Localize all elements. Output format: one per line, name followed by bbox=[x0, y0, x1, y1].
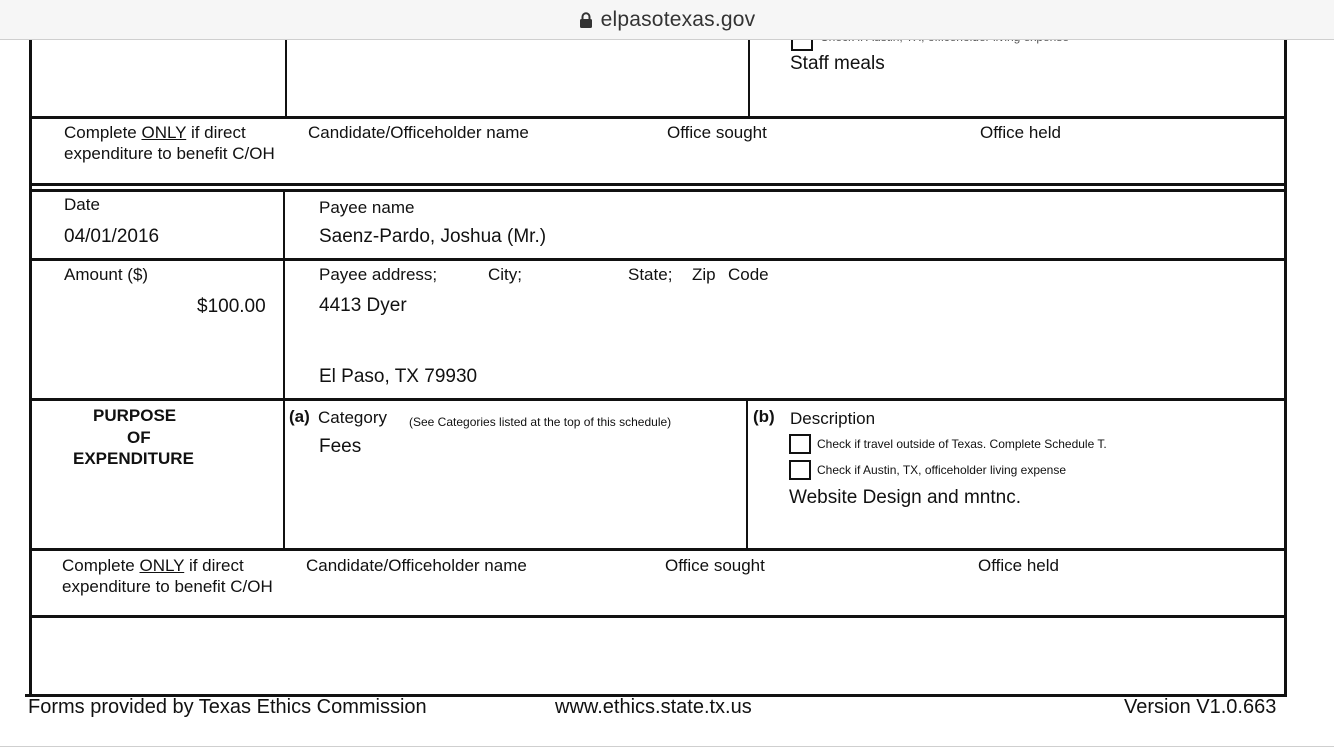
divider bbox=[29, 189, 1287, 192]
divider bbox=[285, 38, 287, 118]
travel-outside-texas-checkbox[interactable] bbox=[789, 434, 811, 454]
footer-website[interactable]: www.ethics.state.tx.us bbox=[555, 696, 752, 718]
divider bbox=[29, 615, 1287, 618]
complete-only-note-line2: expenditure to benefit C/OH bbox=[62, 577, 273, 596]
description-value: Website Design and mntnc. bbox=[789, 487, 1021, 508]
payee-name-value: Saenz-Pardo, Joshua (Mr.) bbox=[319, 226, 547, 247]
footer-version: Version V1.0.663 bbox=[1124, 696, 1277, 718]
category-hint: (See Categories listed at the top of this schedule) bbox=[409, 415, 672, 429]
divider bbox=[283, 189, 285, 549]
purpose-label-line3: EXPENDITURE bbox=[73, 449, 194, 468]
divider bbox=[746, 398, 748, 549]
form-border-left bbox=[29, 38, 32, 696]
payee-name-label: Payee name bbox=[319, 198, 415, 217]
divider bbox=[748, 38, 750, 118]
office-held-label: Office held bbox=[980, 123, 1061, 142]
url-display[interactable] bbox=[579, 8, 756, 32]
description-value-top: Staff meals bbox=[790, 53, 885, 74]
bottom-divider bbox=[0, 746, 1334, 747]
divider bbox=[29, 183, 1287, 186]
category-value: Fees bbox=[319, 436, 362, 457]
austin-expense-checkbox[interactable] bbox=[789, 460, 811, 480]
footer-provided-by: Forms provided by Texas Ethics Commission bbox=[28, 696, 427, 718]
complete-only-note-line2: expenditure to benefit C/OH bbox=[64, 144, 275, 163]
divider bbox=[29, 398, 1287, 401]
url-text: elpasotexas.gov bbox=[600, 7, 756, 31]
form-border-right bbox=[1284, 38, 1287, 696]
purpose-label-line2: OF bbox=[127, 428, 151, 447]
zip-label: Zip bbox=[692, 265, 716, 284]
office-sought-label: Office sought bbox=[665, 556, 765, 575]
lock-icon bbox=[579, 12, 593, 28]
austin-expense-label: Check if Austin, TX, officeholder living expense bbox=[817, 463, 1067, 477]
description-marker: (b) bbox=[753, 407, 775, 426]
office-held-label: Office held bbox=[978, 556, 1059, 575]
description-label: Description bbox=[790, 409, 876, 428]
complete-only-note: Complete ONLY if direct bbox=[64, 123, 246, 142]
complete-only-note: Complete ONLY if direct bbox=[62, 556, 244, 575]
divider bbox=[29, 116, 1287, 119]
address-line1: 4413 Dyer bbox=[319, 295, 407, 316]
divider bbox=[29, 548, 1287, 551]
code-label: Code bbox=[728, 265, 769, 284]
browser-address-bar[interactable] bbox=[0, 0, 1334, 40]
payee-address-label: Payee address; bbox=[319, 265, 438, 284]
date-label: Date bbox=[64, 195, 100, 214]
date-value: 04/01/2016 bbox=[64, 226, 160, 247]
travel-outside-texas-label: Check if travel outside of Texas. Complete Schedule T. bbox=[817, 437, 1107, 451]
state-label: State; bbox=[628, 265, 673, 284]
amount-label: Amount ($) bbox=[64, 265, 149, 284]
amount-value: $100.00 bbox=[197, 296, 266, 317]
purpose-label-line1: PURPOSE bbox=[93, 406, 177, 425]
office-sought-label: Office sought bbox=[667, 123, 767, 142]
divider bbox=[29, 258, 1287, 261]
city-label: City; bbox=[488, 265, 522, 284]
candidate-name-label: Candidate/Officeholder name bbox=[306, 556, 527, 575]
address-line2: El Paso, TX 79930 bbox=[319, 366, 478, 387]
category-label: Category bbox=[318, 408, 387, 427]
candidate-name-label: Candidate/Officeholder name bbox=[308, 123, 529, 142]
category-marker: (a) bbox=[289, 407, 310, 426]
